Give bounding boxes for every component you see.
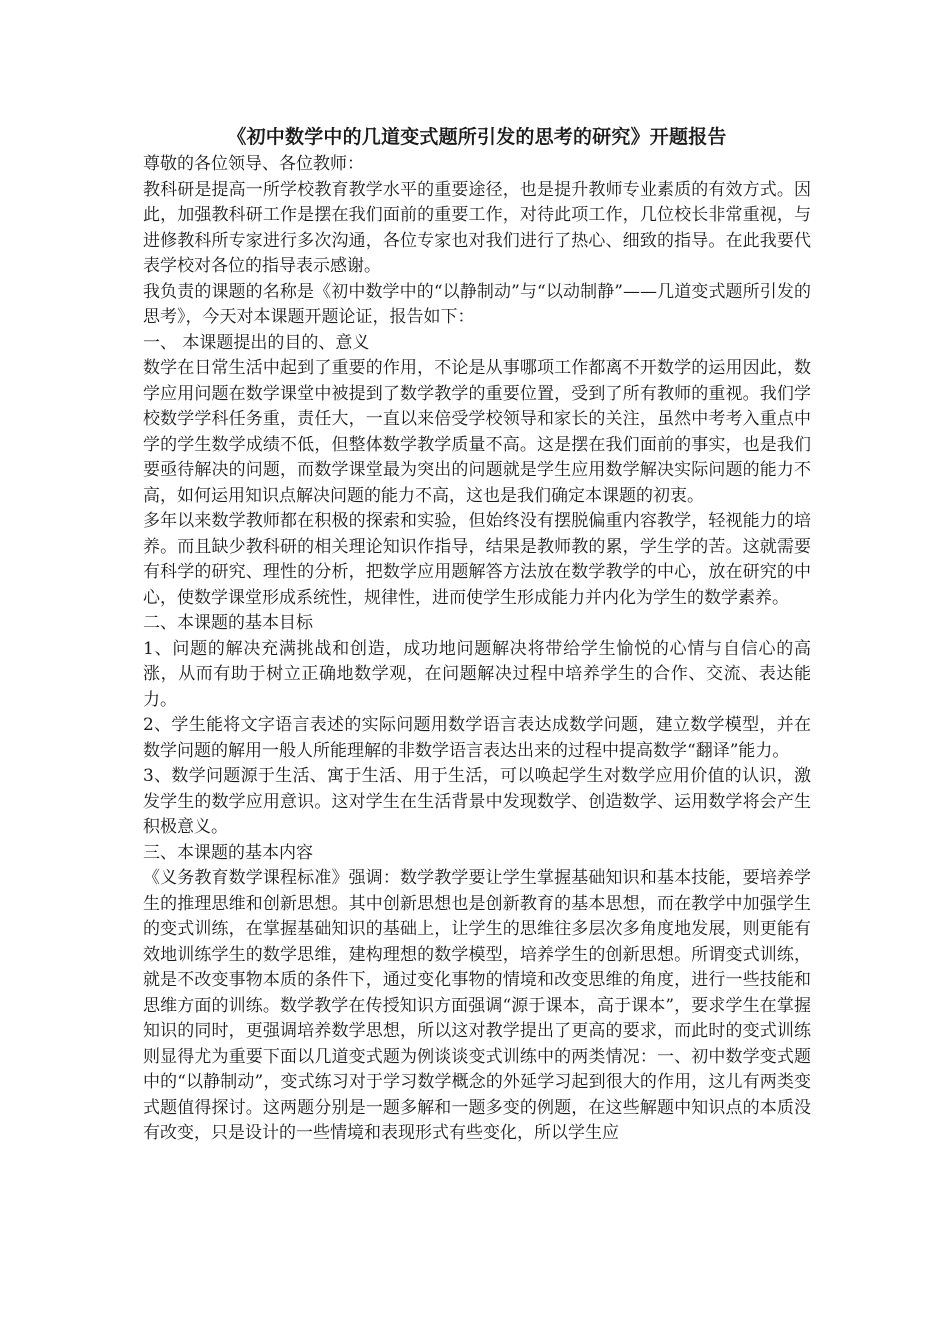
salutation: 尊敬的各位领导、各位教师： bbox=[143, 154, 364, 174]
intro-paragraph: 教科研是提高一所学校教育教学水平的重要途径，也是提升教师专业素质的有效方式。因此，加强教科研工作是摆在我们面前的重要工作，对待此项工作，几位校长非常重视，与进修教科所专家进行多次沟通，各位专家也对我们进行了热心、细致的指导。在此我要代表学校对各位的指导表示感谢。 bbox=[143, 179, 811, 276]
intro-paragraph: 我负责的课题的名称是《初中数学中的“以静制动”与“以动制静”——几道变式题所引发的思考》，今天对本课题开题论证，报告如下： bbox=[143, 281, 811, 327]
section-paragraph: 多年以来数学教师都在积极的探索和实验，但始终没有摆脱偏重内容教学，轻视能力的培养。而且缺少教科研的相关理论知识作指导，结果是教师教的累，学生学的苦。这就需要有科学的研究、理性的分析，把数学应用题解答方法放在数学教学的中心，放在研究的中心，使数学课堂形成系统性，规律性，进而使学生形成能力并内化为学生的数学素养。 bbox=[143, 511, 811, 608]
goal-item: 3、数学问题源于生活、寓于生活、用于生活，可以唤起学生对数学应用价值的认识，激发学生的数学应用意识。这对学生在生活背景中发现数学、创造数学、运用数学将会产生积极意义。 bbox=[143, 766, 811, 837]
document-body bbox=[143, 122, 811, 1147]
goal-item: 1、问题的解决充满挑战和创造，成功地问题解决将带给学生愉悦的心情与自信心的高涨，从而有助于树立正确地数学观，在问题解决过程中培养学生的合作、交流、表达能力。 bbox=[143, 638, 811, 710]
section-paragraph: 数学在日常生活中起到了重要的作用，不论是从事哪项工作都离不开数学的运用因此，数学应用问题在数学课堂中被提到了数学教学的重要位置，受到了所有教师的重视。我们学校数学学科任务重，责任大，一直以来倍受学校领导和家长的关注，虽然中考考入重点中学的学生数学成绩不低，但整体数学教学质量不高。这是摆在我们面前的事实，也是我们要亟待解决的问题，而数学课堂最为突出的问题就是学生应用数学解决实际问题的能力不高，如何运用知识点解决问题的能力不高，这也是我们确定本课题的初衷。 bbox=[143, 358, 811, 506]
document-title: 《初中数学中的几道变式题所引发的思考的研究》开题报告 bbox=[227, 126, 727, 148]
section-paragraph: 《义务教育数学课程标准》强调：数学教学要让学生掌握基础知识和基本技能，要培养学生的推理思维和创新思想。其中创新思想也是创新教育的基本思想，而在教学中加强学生的变式训练，在掌握基础知识的基础上，让学生的思维往多层次多角度地发展，则更能有效地训练学生的数学思维，建构理想的数学模型，培养学生的创新思想。所谓变式训练，就是不改变事物本质的条件下，通过变化事物的情境和改变思维的角度，进行一些技能和思维方面的训练。数学教学在传授知识方面强调“源于课本，高于课本”，要求学生在掌握知识的同时，更强调培养数学思想，所以这对教学提出了更高的要求，而此时的变式训练则显得尤为重要下面以几道变式题为例谈谈变式训练中的两类情况：一、初中数学变式题中的“以静制动”，变式练习对于学习数学概念的外延学习起到很大的作用，这儿有两类变式题值得探讨。这两题分别是一题多解和一题多变的例题，在这些解题中知识点的本质没有改变，只是设计的一些情境和表现形式有些变化，所以学生应 bbox=[143, 868, 811, 1143]
section-heading-goals: 二、本课题的基本目标 bbox=[143, 613, 313, 633]
section-heading-content: 三、本课题的基本内容 bbox=[143, 842, 313, 863]
section-heading-purpose: 一、 本课题提出的目的、意义 bbox=[143, 332, 370, 353]
goal-item: 2、学生能将文字语言表述的实际问题用数学语言表达成数学问题，建立数学模型，并在数学问题的解用一般人所能理解的非数学语言表达出来的过程中提高数学“翻译”能力。 bbox=[143, 715, 811, 761]
